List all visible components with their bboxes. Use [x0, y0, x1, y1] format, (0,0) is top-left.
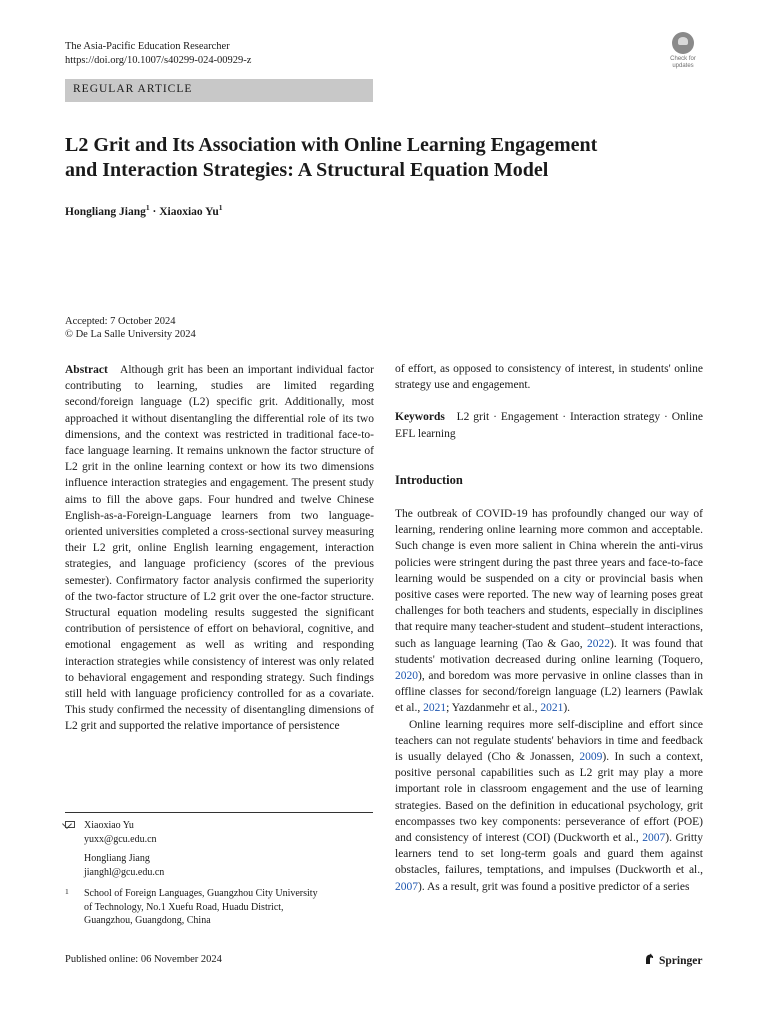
abstract-section [65, 362, 374, 735]
author-name[interactable]: Xiaoxiao Yu [159, 205, 219, 218]
affiliation-marker: 1 [145, 203, 150, 212]
correspondence-block [65, 819, 374, 928]
published-date: Published online: 06 November 2024 [65, 954, 222, 965]
corresponding-author-name: Xiaoxiao Yu [84, 820, 134, 831]
doi-link[interactable]: https://doi.org/10.1007/s40299-024-00929-z [65, 55, 252, 66]
footnote-divider [65, 812, 373, 813]
publisher-name: Springer [659, 955, 703, 967]
keywords [395, 409, 703, 441]
check-for-updates-badge[interactable] [665, 32, 701, 70]
abstract-continued: of effort, as opposed to consistency of interest, in students' online strategy use and engagement. [395, 363, 703, 392]
copyright-notice: © De La Salle University 2024 [65, 329, 196, 340]
affiliation-number: 1 [65, 887, 69, 896]
journal-name: The Asia-Pacific Education Researcher [65, 41, 230, 52]
article-title: L2 Grit and Its Association with Online Learning Engagement and Interaction Strategies: A Structural Equation Model [65, 134, 598, 181]
article-type-banner [65, 79, 373, 102]
article-dates [65, 315, 196, 341]
citation-link[interactable]: 2007 [395, 880, 418, 893]
envelope-icon [65, 821, 75, 828]
springer-horse-icon [643, 953, 655, 965]
corresponding-author-email[interactable]: yuxx@gcu.edu.cn [84, 833, 157, 845]
coauthor-email[interactable]: jianghl@gcu.edu.cn [84, 866, 165, 878]
badge-text: Check for updates [670, 56, 696, 69]
publisher-logo [643, 953, 702, 967]
introduction-paragraph: Online learning requires more self-discipline and effort since teachers can not regulate students' behaviors in time and feedback is usually delayed (Cho & Jonassen, 2009). In such a context, positive personal capabilities such as L2 grit may play a more important role in classroom engagement and the use of learning strategies. Based on the definition in educational psychology, grit encompasses two key components: perseverance of effort (POE) and consistency of interest (COI) (Duckworth et al., 2007). Gritty learners tend to set long-term goals and guard them against obstacles, failures, temptations, and impulses (Duckworth et al., 2007). As a result, grit was found a positive predictor of a series [395, 718, 703, 893]
accepted-date: Accepted: 7 October 2024 [65, 316, 176, 327]
affiliation-text: School of Foreign Languages, Guangzhou City University of Technology, No.1 Xuefu Road, Huadu District, Guangzhou, Guangdong, China [84, 888, 318, 926]
coauthor-name: Hongliang Jiang [84, 853, 150, 864]
affiliation-marker: 1 [218, 203, 223, 212]
introduction-heading: Introduction [395, 472, 463, 487]
journal-header [65, 40, 251, 68]
introduction-paragraph: The outbreak of COVID-19 has profoundly changed our way of learning, rendering online learning more common and acceptable. Such change is even more salient in China wherein the anti-virus policies were stringent during the past three years and face-to-face learning would be suspended on a city or provincial basis when positive cases were reported. The new way of learning poses great challenges for both teachers and students, especially in disciplines that require many teacher-student and student–student interactions, such as language learning (Tao & Gao, 2022). It was found that students' motivation decreased during online learning (Toquero, 2020), and boredom was more pervasive in online classes than in offline classes for second/foreign language (L2) learners (Pawlak et al., 2021; Yazdanmehr et al., 2021). [395, 508, 703, 715]
abstract-text: Although grit has been an important individual factor contributing to learning, studies are limited regarding second/foreign language (L2) specific grit. Additionally, most approached it without disentangling the differential role of its two dimensions, and the context was restricted in traditional face-to-face language learning. It remains unknown the factor structure of L2 grit in the online learning context or how its two dimensions influence interaction strategies and engagement. The present study aims to fill the above gaps. Four hundred and twelve Chinese English-as-a-Foreign-Language learners from two language-oriented universities completed a cross-sectional survey measuring their L2 grit, online English learning engagement, interaction strategies, and language proficiency (scores of the previous semester). Confirmatory factor analysis confirmed the superiority of the two-factor structure of L2 grit over the one-factor structure. Structural equation modeling results suggested the significant contribution of persistence of effort on behavioral, cognitive, and emotional engagement as well as writing and responding interaction strategies while consistency of interest was only related to behavioral engagement and responding strategy. Such findings still held with language proficiency controlled for as a covariate. This study confirmed the necessity of disentangling dimensions of L2 grit and supported the relative importance of persistence [65, 364, 375, 733]
citation-link[interactable]: 2020 [395, 670, 418, 683]
citation-link[interactable]: 2007 [642, 832, 666, 845]
keywords-text: L2 grit · Engagement · Interaction strategy · Online EFL learning [395, 411, 703, 440]
bookmark-icon [672, 32, 694, 54]
abstract-label: Abstract [65, 364, 108, 376]
citation-link[interactable]: 2022 [587, 637, 610, 650]
keywords-label: Keywords [395, 411, 445, 424]
citation-link[interactable]: 2009 [579, 751, 603, 764]
author-separator: · [149, 205, 160, 218]
article-type-label: REGULAR ARTICLE [73, 83, 193, 95]
author-list [65, 203, 222, 218]
right-column [395, 361, 703, 895]
author-name[interactable]: Hongliang Jiang [65, 205, 146, 218]
citation-link[interactable]: 2021 [540, 702, 564, 715]
citation-link[interactable]: 2021 [423, 702, 447, 715]
